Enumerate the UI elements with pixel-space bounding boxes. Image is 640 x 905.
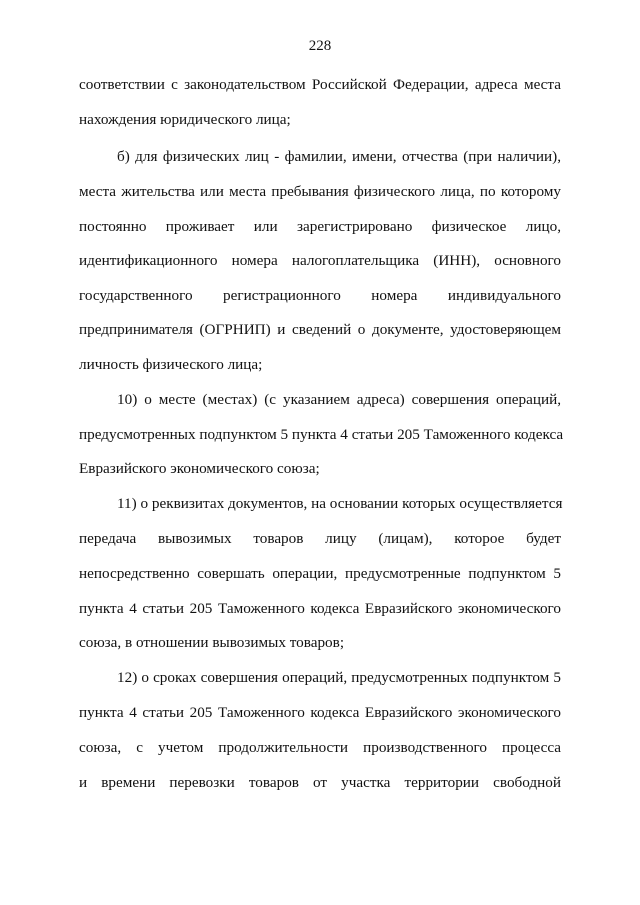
text-line-21: и времени перевозки товаров от участка территории свободной — [79, 774, 561, 791]
text-line-6: идентификационного номера налогоплательщика (ИНН), основного — [79, 252, 561, 269]
text-line-1: соответствии с законодательством Российской Федерации, адреса места — [79, 76, 561, 93]
text-line-13: 11) о реквизитах документов, на основании которых осуществляется — [117, 495, 563, 512]
text-line-15: непосредственно совершать операции, предусмотренные подпунктом 5 — [79, 565, 561, 582]
text-line-7: государственного регистрационного номера индивидуального — [79, 287, 561, 304]
text-line-5: постоянно проживает или зарегистрировано физическое лицо, — [79, 218, 561, 235]
page-number: 228 — [308, 38, 332, 54]
text-line-9: личность физического лица; — [79, 356, 263, 373]
text-line-12: Евразийского экономического союза; — [79, 460, 320, 477]
text-line-20: союза, с учетом продолжительности производственного процесса — [79, 739, 561, 756]
text-line-17: союза, в отношении вывозимых товаров; — [79, 634, 345, 651]
text-line-16: пункта 4 статьи 205 Таможенного кодекса Евразийского экономического — [79, 600, 561, 617]
text-line-14: передача вывозимых товаров лицу (лицам), которое будет — [79, 530, 561, 547]
text-line-19: пункта 4 статьи 205 Таможенного кодекса Евразийского экономического — [79, 704, 561, 721]
text-line-4: места жительства или места пребывания физического лица, по которому — [79, 183, 561, 200]
text-line-10: 10) о месте (местах) (с указанием адреса) совершения операций, — [117, 391, 561, 408]
text-line-8: предпринимателя (ОГРНИП) и сведений о документе, удостоверяющем — [79, 321, 561, 338]
text-line-18: 12) о сроках совершения операций, предусмотренных подпунктом 5 — [117, 669, 561, 686]
text-line-2: нахождения юридического лица; — [79, 111, 291, 128]
text-line-11: предусмотренных подпунктом 5 пункта 4 статьи 205 Таможенного кодекса — [79, 426, 564, 443]
text-line-3: б) для физических лиц - фамилии, имени, отчества (при наличии), — [117, 148, 561, 165]
